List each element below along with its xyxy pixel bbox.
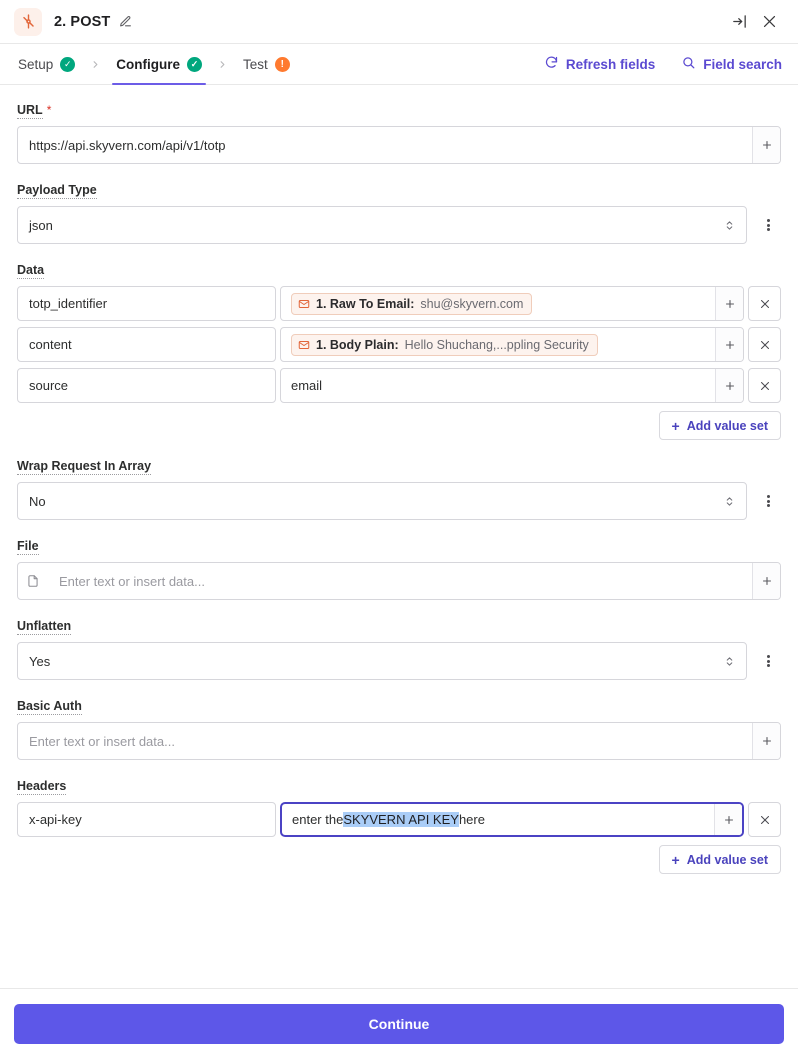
expand-panel-icon[interactable] [724,7,754,37]
header-key-value: x-api-key [29,812,82,827]
search-icon [681,55,696,73]
required-marker: * [46,103,52,117]
chevron-right-icon [79,44,112,84]
remove-row-button[interactable] [748,802,781,837]
field-file [17,537,781,600]
header-value-input[interactable] [280,802,744,837]
header-value-suffix: here [458,812,485,827]
table-row [17,802,781,837]
data-token-label: 1. Raw To Email: [316,296,415,311]
tab-setup-label: Setup [18,56,54,72]
header-value-text [292,812,485,827]
file-input[interactable] [17,562,781,600]
headers-add-row [17,845,781,874]
data-token-value: shu@skyvern.com [420,296,524,311]
add-value-set-button[interactable] [659,411,781,440]
tab-configure[interactable] [112,44,206,84]
field-search-button[interactable] [679,44,784,84]
header-value-prefix: enter the [292,812,344,827]
field-url-label-row [17,103,781,126]
status-badge: ! [275,57,290,72]
step-tabs [0,44,798,85]
data-key-value: totp_identifier [29,296,108,311]
continue-button[interactable]: Continue [14,1004,784,1044]
field-wrap-request-label: Wrap Request In Array [17,459,152,473]
table-row [17,368,781,403]
header-key-input[interactable] [17,802,276,837]
field-unflatten-label: Unflatten [17,619,72,633]
basic-auth-input[interactable] [17,722,781,760]
refresh-icon [544,55,559,73]
field-headers [17,777,781,874]
basic-auth-value[interactable]: Enter text or insert data... [29,733,175,749]
header-value-selected: SKYVERN API KEY [343,812,459,827]
field-url-label: URL [17,103,43,117]
add-value-set-label: Add value set [686,418,768,433]
unflatten-more-icon[interactable] [755,644,781,678]
field-data [17,261,781,440]
email-icon [298,298,310,310]
file-icon [18,563,48,599]
table-row [17,327,781,362]
payload-type-select[interactable] [17,206,747,244]
field-basic-auth-label: Basic Auth [17,699,82,713]
data-key-input[interactable] [17,286,276,321]
pencil-icon[interactable] [119,15,132,28]
data-value-input[interactable] [280,327,744,362]
status-badge: ✓ [187,57,202,72]
unflatten-row [17,642,781,680]
plus-icon: + [671,417,680,434]
steps-spacer [294,44,520,84]
page-title: 2. POST [54,13,111,30]
window-titlebar [0,0,798,44]
data-key-input[interactable] [17,327,276,362]
remove-row-button[interactable] [748,286,781,321]
field-headers-label: Headers [17,779,67,793]
chevron-updown-icon [724,495,735,508]
data-token-label: 1. Body Plain: [316,337,399,352]
close-icon[interactable] [754,7,784,37]
header-value-content [282,804,714,835]
refresh-fields-button[interactable] [542,44,657,84]
email-icon [298,339,310,351]
data-value-content [281,287,715,320]
insert-data-icon[interactable] [715,369,743,402]
insert-data-icon[interactable] [752,127,780,163]
data-value-input[interactable] [280,286,744,321]
field-unflatten [17,617,781,680]
insert-data-icon[interactable] [715,328,743,361]
remove-row-button[interactable] [748,327,781,362]
data-token[interactable] [291,293,532,315]
insert-data-icon[interactable] [752,723,780,759]
data-value-input[interactable] [280,368,744,403]
field-payload-type-label: Payload Type [17,183,97,197]
zapier-webhooks-icon [14,8,42,36]
payload-type-more-icon[interactable] [755,208,781,242]
tab-test-label: Test [243,56,268,72]
field-basic-auth [17,697,781,760]
data-key-value: content [29,337,72,352]
url-input-value[interactable]: https://api.skyvern.com/api/v1/totp [29,137,226,153]
data-add-row [17,411,781,440]
tab-configure-label: Configure [116,56,181,72]
chevron-updown-icon [724,655,735,668]
unflatten-value: Yes [29,653,51,669]
wrap-request-value: No [29,493,46,509]
field-file-label: File [17,539,39,553]
remove-row-button[interactable] [748,368,781,403]
wrap-request-select[interactable] [17,482,747,520]
data-value-content [281,328,715,361]
footer-bar [0,988,798,1058]
tab-setup[interactable] [14,44,79,84]
field-search-label: Field search [703,56,782,72]
field-payload-type [17,181,781,244]
wrap-request-more-icon[interactable] [755,484,781,518]
refresh-fields-label: Refresh fields [565,56,656,72]
table-row [17,286,781,321]
configure-form [0,85,798,987]
status-badge: ✓ [60,57,75,72]
insert-data-icon[interactable] [715,287,743,320]
wrap-request-row [17,482,781,520]
field-wrap-request-in-array [17,457,781,520]
field-data-label: Data [17,263,45,277]
payload-type-value: json [29,217,53,233]
unflatten-select[interactable] [17,642,747,680]
insert-data-icon[interactable] [714,804,742,835]
data-key-value: source [29,378,69,393]
payload-type-row [17,206,781,244]
field-url [17,103,781,164]
url-input[interactable] [17,126,781,164]
file-input-value[interactable]: Enter text or insert data... [59,573,205,589]
insert-data-icon[interactable] [752,563,780,599]
add-value-set-button[interactable] [659,845,781,874]
chevron-updown-icon [724,219,735,232]
data-key-input[interactable] [17,368,276,403]
plus-icon: + [671,851,680,868]
data-token-value: Hello Shuchang,...ppling Security [404,337,589,352]
data-token[interactable] [291,334,598,356]
chevron-right-icon [206,44,239,84]
add-value-set-label: Add value set [686,852,768,867]
data-value-content: email [291,378,323,393]
tab-test[interactable] [239,44,294,84]
